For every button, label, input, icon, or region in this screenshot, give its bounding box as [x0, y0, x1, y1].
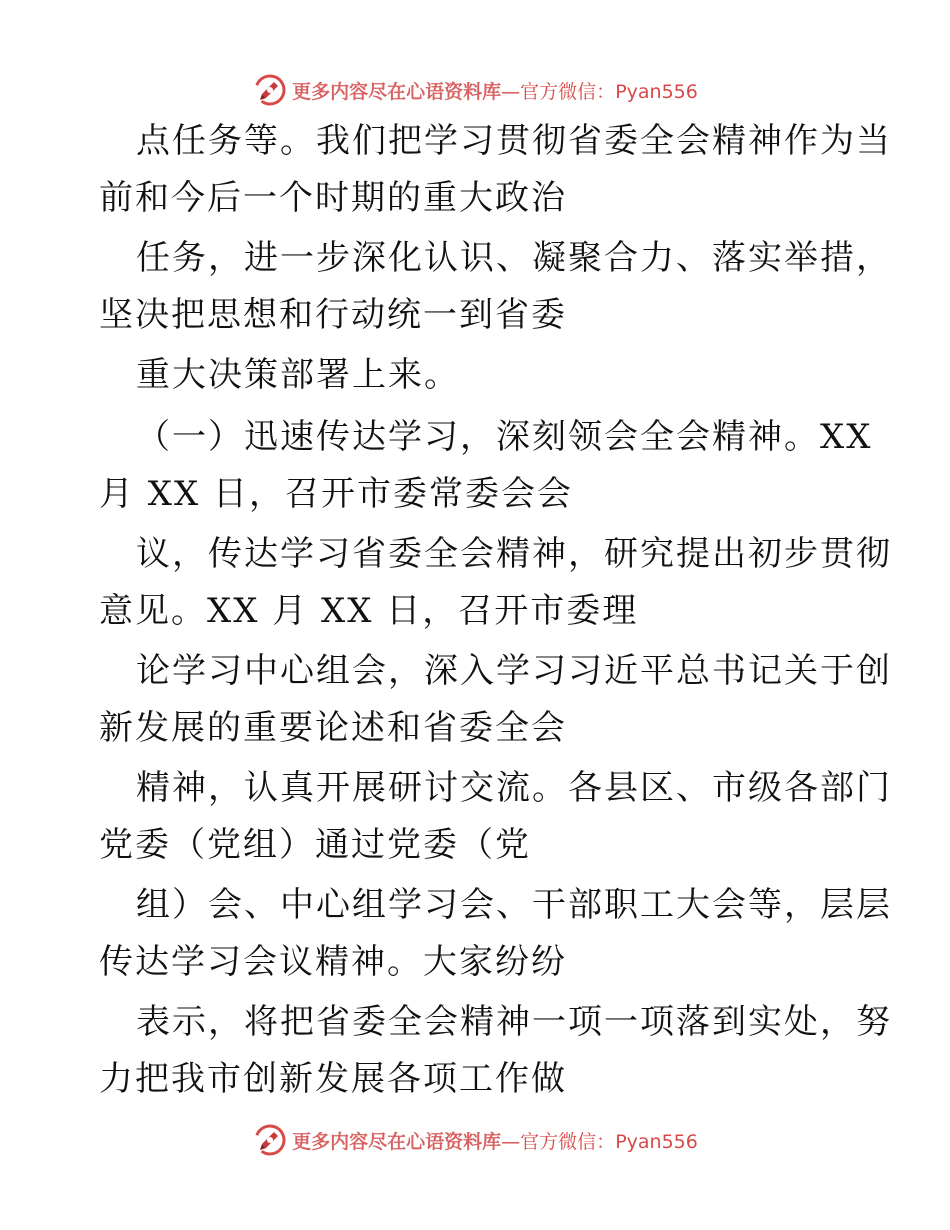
bookmark-pen-logo-icon [252, 72, 288, 108]
text-line: 党委（党组）通过党委（党 [99, 825, 531, 865]
header-banner-wechat: 官方微信： [520, 80, 616, 103]
text-line: 坚决把思想和行动统一到省委 [99, 295, 567, 335]
text-line: 重大决策部署上来。 [136, 355, 460, 395]
footer-banner-main: 更多内容尽在心语资料库 [292, 1130, 502, 1153]
text-line: 点任务等。我们把学习贯彻省委全会精神作为当 [136, 121, 892, 161]
header-watermark-banner [0, 70, 950, 110]
header-banner-text [292, 77, 698, 104]
footer-banner-wechat: 官方微信： [520, 1130, 616, 1153]
text-line: 传达学习会议精神。大家纷纷 [99, 942, 567, 982]
text-line: 议，传达学习省委全会精神，研究提出初步贯彻 [136, 534, 892, 574]
footer-banner-text [292, 1127, 698, 1154]
footer-banner-id: Pyan556 [615, 1130, 698, 1153]
bookmark-pen-logo-icon [252, 1122, 288, 1158]
footer-banner-sep: — [501, 1130, 521, 1153]
header-banner-id: Pyan556 [615, 80, 698, 103]
text-line: 组）会、中心组学习会、干部职工大会等，层层 [136, 885, 892, 925]
text-line: 论学习中心组会，深入学习习近平总书记关于创 [136, 651, 892, 691]
text-line: （一）迅速传达学习，深刻领会全会精神。XX [136, 417, 873, 457]
text-line: 力把我市创新发展各项工作做 [99, 1059, 567, 1099]
text-line: 新发展的重要论述和省委全会 [99, 708, 567, 748]
text-line: 精神，认真开展研讨交流。各县区、市级各部门 [136, 768, 892, 808]
header-banner-main: 更多内容尽在心语资料库 [292, 80, 502, 103]
header-banner-sep: — [501, 80, 521, 103]
text-line: 意见。XX 月 XX 日，召开市委理 [99, 591, 639, 631]
footer-watermark-banner [0, 1120, 950, 1160]
text-line: 任务，进一步深化认识、凝聚合力、落实举措， [136, 238, 892, 278]
text-line: 月 XX 日，召开市委常委会会 [99, 474, 574, 514]
text-line: 前和今后一个时期的重大政治 [99, 178, 567, 218]
text-line: 表示，将把省委全会精神一项一项落到实处，努 [136, 1002, 892, 1042]
